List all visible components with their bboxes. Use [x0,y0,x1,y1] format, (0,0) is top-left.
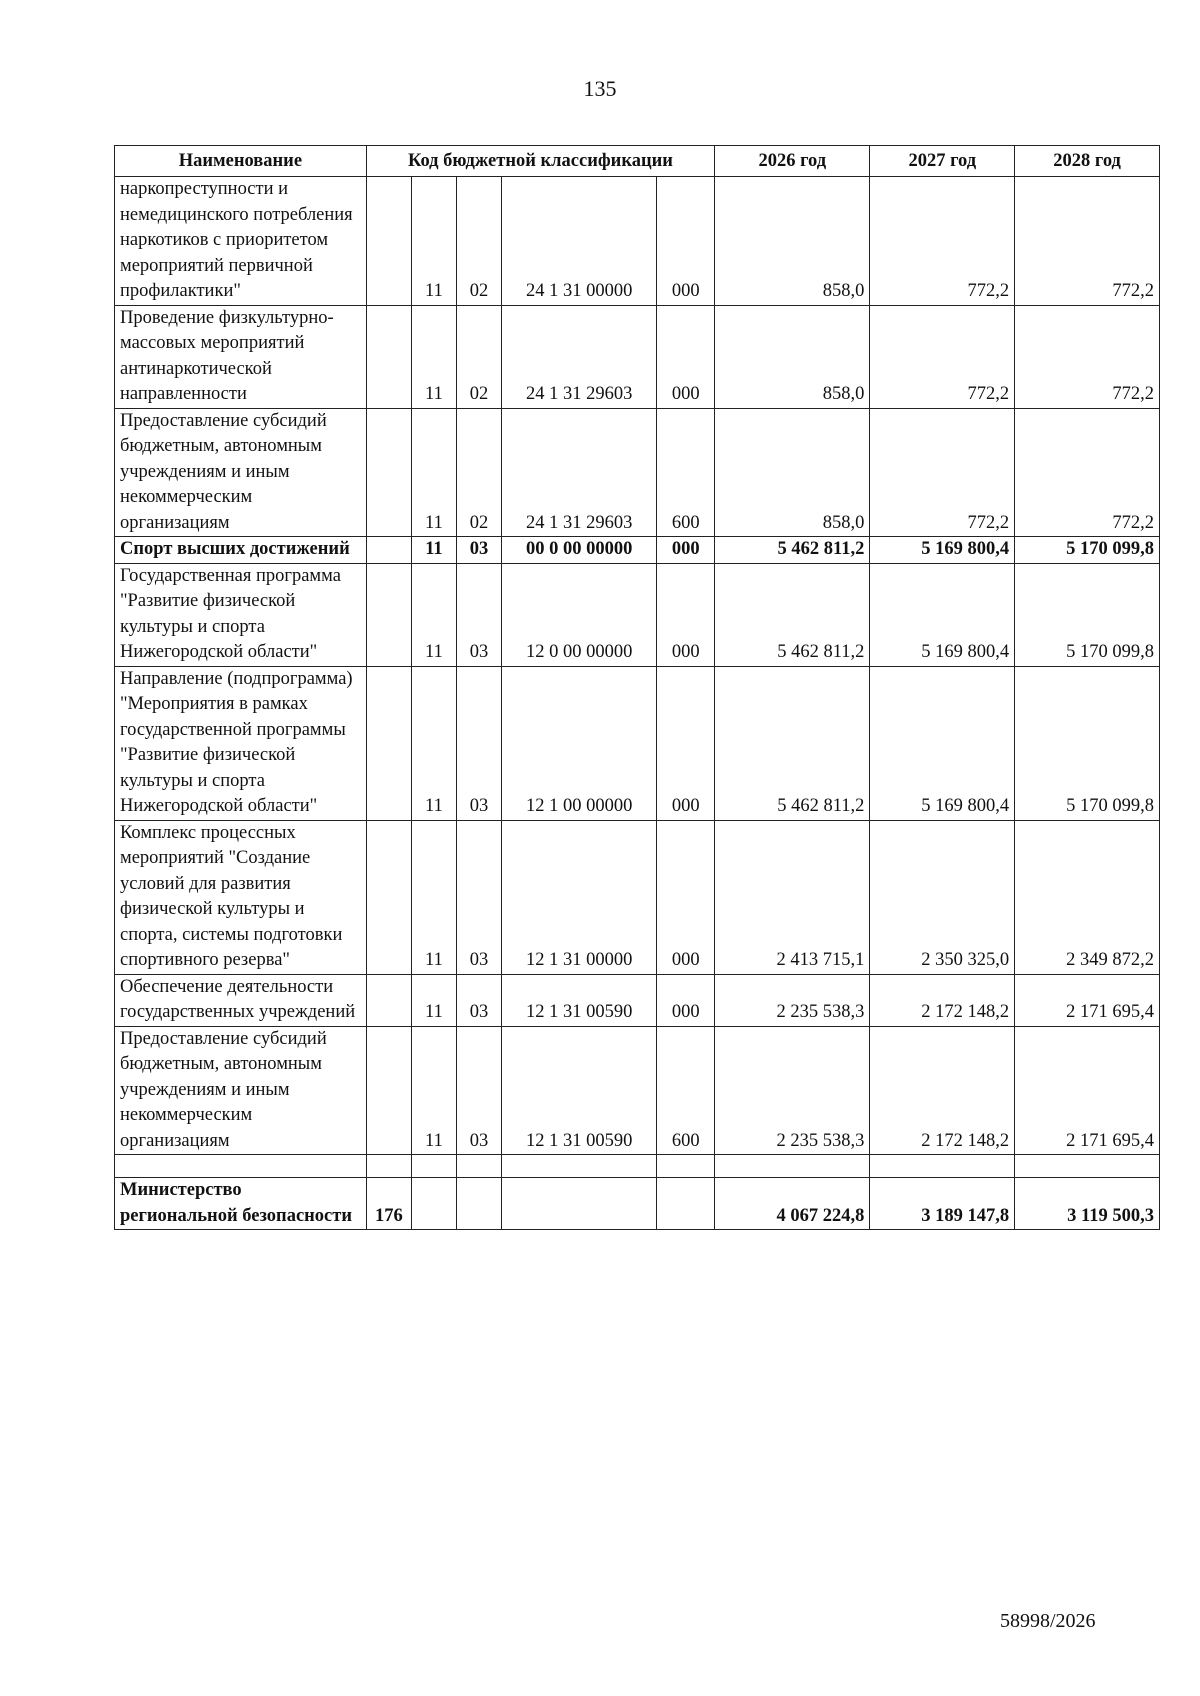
cell-2028: 772,2 [1015,177,1160,306]
cell-2028: 2 171 695,4 [1015,974,1160,1026]
cell-2027 [870,1155,1015,1178]
table-row [115,1178,1160,1230]
cell-expense-type: 000 [657,820,715,974]
cell-name: наркопреступности и немедицинского потребления наркотиков с приоритетом мероприятий первичной профилактики" [115,177,367,306]
cell-name: Министерство региональной безопасности [115,1178,367,1230]
cell-2028: 5 170 099,8 [1015,666,1160,820]
cell-name: Комплекс процессных мероприятий "Создание условий для развития физической культуры и спорта, системы подготовки спортивного резерва" [115,820,367,974]
table-row [115,1026,1160,1155]
cell-2026: 5 462 811,2 [715,666,870,820]
cell-ministry-code [366,408,411,537]
table-row [115,305,1160,408]
cell-name: Обеспечение деятельности государственных учреждений [115,974,367,1026]
cell-2026 [715,1155,870,1178]
cell-target-article: 24 1 31 29603 [502,305,657,408]
cell-2027: 772,2 [870,305,1015,408]
budget-table [114,145,1160,1230]
cell-section: 11 [411,408,456,537]
cell-ministry-code [366,563,411,666]
cell-2026: 2 413 715,1 [715,820,870,974]
cell-subsection: 03 [457,666,502,820]
cell-subsection: 03 [457,1026,502,1155]
header-2028: 2028 год [1015,146,1160,177]
cell-section: 11 [411,537,456,564]
cell-subsection: 03 [457,820,502,974]
cell-target-article: 12 1 31 00000 [502,820,657,974]
cell-expense-type: 000 [657,563,715,666]
cell-2028: 2 349 872,2 [1015,820,1160,974]
cell-ministry-code: 176 [366,1178,411,1230]
cell-2027: 5 169 800,4 [870,563,1015,666]
cell-2026: 5 462 811,2 [715,537,870,564]
cell-section: 11 [411,820,456,974]
cell-subsection: 03 [457,537,502,564]
cell-expense-type: 000 [657,177,715,306]
cell-ministry-code [366,820,411,974]
cell-section [411,1178,456,1230]
cell-2026: 2 235 538,3 [715,974,870,1026]
header-2027: 2027 год [870,146,1015,177]
cell-target-article [502,1178,657,1230]
table-row [115,177,1160,306]
cell-2028 [1015,1155,1160,1178]
cell-expense-type: 600 [657,408,715,537]
cell-2026: 4 067 224,8 [715,1178,870,1230]
table-row [115,563,1160,666]
cell-2027: 2 172 148,2 [870,974,1015,1026]
table-row [115,974,1160,1026]
cell-section: 11 [411,563,456,666]
cell-2027: 772,2 [870,408,1015,537]
cell-ministry-code [366,1155,411,1178]
header-budget-code: Код бюджетной классификации [366,146,714,177]
cell-2028: 3 119 500,3 [1015,1178,1160,1230]
cell-subsection [457,1155,502,1178]
cell-target-article: 00 0 00 00000 [502,537,657,564]
header-2026: 2026 год [715,146,870,177]
table-row [115,820,1160,974]
cell-ministry-code [366,666,411,820]
cell-ministry-code [366,1026,411,1155]
cell-expense-type: 000 [657,537,715,564]
page-number: 135 [583,76,617,101]
cell-expense-type: 000 [657,974,715,1026]
cell-name: Проведение физкультурно-массовых мероприятий антинаркотической направленности [115,305,367,408]
cell-target-article [502,1155,657,1178]
cell-name: Предоставление субсидий бюджетным, автономным учреждениям и иным некоммерческим организациям [115,1026,367,1155]
cell-section: 11 [411,1026,456,1155]
cell-subsection: 02 [457,408,502,537]
cell-2027: 772,2 [870,177,1015,306]
cell-2026: 858,0 [715,305,870,408]
cell-2028: 772,2 [1015,305,1160,408]
cell-target-article: 12 0 00 00000 [502,563,657,666]
cell-ministry-code [366,177,411,306]
cell-target-article: 12 1 00 00000 [502,666,657,820]
cell-ministry-code [366,537,411,564]
cell-expense-type [657,1178,715,1230]
table-header-row [115,146,1160,177]
table-row [115,537,1160,564]
cell-section: 11 [411,305,456,408]
cell-target-article: 24 1 31 29603 [502,408,657,537]
cell-name: Спорт высших достижений [115,537,367,564]
cell-subsection [457,1178,502,1230]
cell-2026: 858,0 [715,177,870,306]
cell-ministry-code [366,305,411,408]
cell-2027: 5 169 800,4 [870,666,1015,820]
table-row [115,408,1160,537]
cell-ministry-code [366,974,411,1026]
cell-name: Государственная программа "Развитие физической культуры и спорта Нижегородской области" [115,563,367,666]
document-number: 58998/2026 [1000,1610,1096,1632]
cell-section: 11 [411,177,456,306]
cell-2028: 772,2 [1015,408,1160,537]
cell-target-article: 24 1 31 00000 [502,177,657,306]
cell-subsection: 02 [457,305,502,408]
cell-2026: 5 462 811,2 [715,563,870,666]
cell-section [411,1155,456,1178]
table-row [115,1155,1160,1178]
cell-subsection: 03 [457,974,502,1026]
cell-name: Направление (подпрограмма) "Мероприятия в рамках государственной программы "Развитие физической культуры и спорта Нижегородской области" [115,666,367,820]
cell-2028: 5 170 099,8 [1015,537,1160,564]
cell-expense-type: 000 [657,305,715,408]
cell-section: 11 [411,666,456,820]
cell-section: 11 [411,974,456,1026]
cell-2027: 3 189 147,8 [870,1178,1015,1230]
cell-2028: 5 170 099,8 [1015,563,1160,666]
cell-expense-type: 000 [657,666,715,820]
header-name: Наименование [115,146,367,177]
cell-expense-type [657,1155,715,1178]
cell-expense-type: 600 [657,1026,715,1155]
table-row [115,666,1160,820]
cell-2027: 2 172 148,2 [870,1026,1015,1155]
cell-2027: 5 169 800,4 [870,537,1015,564]
cell-2026: 2 235 538,3 [715,1026,870,1155]
cell-subsection: 03 [457,563,502,666]
cell-subsection: 02 [457,177,502,306]
cell-2026: 858,0 [715,408,870,537]
cell-2027: 2 350 325,0 [870,820,1015,974]
cell-name [115,1155,367,1178]
cell-2028: 2 171 695,4 [1015,1026,1160,1155]
cell-target-article: 12 1 31 00590 [502,974,657,1026]
cell-name: Предоставление субсидий бюджетным, автономным учреждениям и иным некоммерческим организациям [115,408,367,537]
cell-target-article: 12 1 31 00590 [502,1026,657,1155]
